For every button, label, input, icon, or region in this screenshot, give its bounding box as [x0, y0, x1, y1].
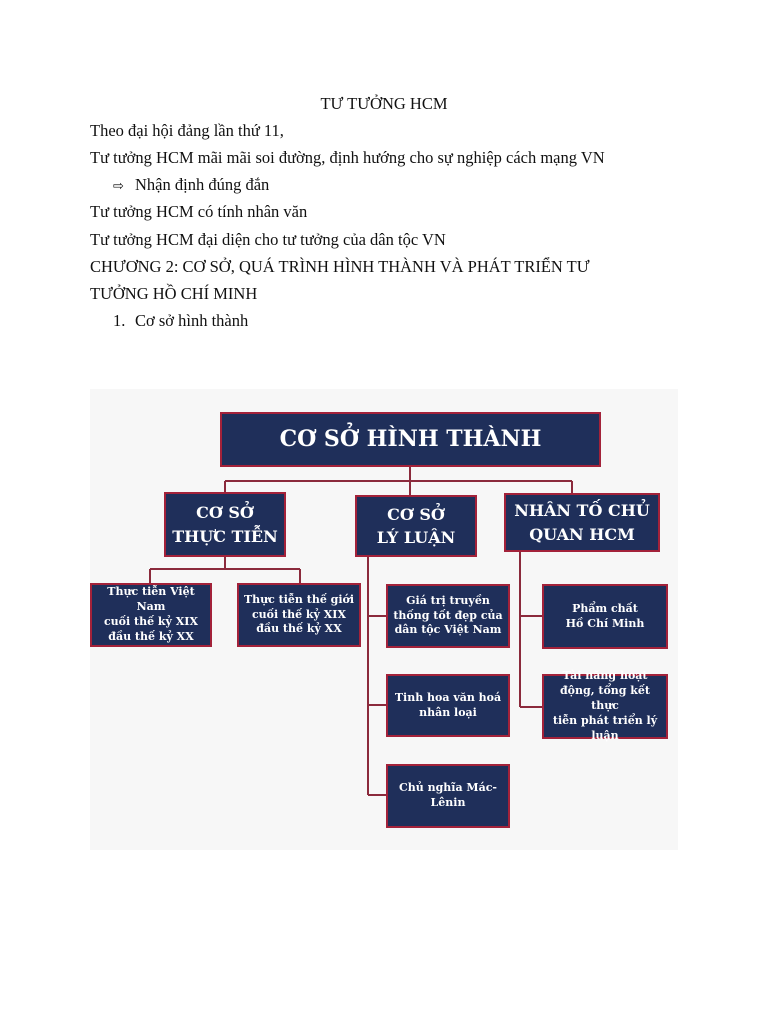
paragraph-line: Tư tưởng HCM có tính nhân văn [90, 202, 308, 221]
branch-practical-basis: CƠ SỞ THỰC TIỄN [164, 492, 286, 557]
leaf-marxism-leninism: Chủ nghĩa Mác- Lênin [386, 764, 510, 828]
arrow-right-outline-icon: ⇨ [113, 179, 124, 194]
document-title: TƯ TƯỞNG HCM [320, 94, 448, 113]
chapter-heading-line-1: CHƯƠNG 2: CƠ SỞ, QUÁ TRÌNH HÌNH THÀNH VÀ PHÁT TRIỂN TƯ [90, 257, 590, 276]
leaf-hcm-qualities: Phẩm chất Hồ Chí Minh [542, 584, 668, 649]
root-node: CƠ SỞ HÌNH THÀNH [220, 412, 601, 467]
leaf-human-culture: Tinh hoa văn hoá nhân loại [386, 674, 510, 737]
paragraph-line: Tư tưởng HCM đại diện cho tư tưởng của dân tộc VN [90, 230, 446, 249]
leaf-traditional-values: Giá trị truyền thống tốt đẹp của dân tộc Việt Nam [386, 584, 510, 648]
list-number: 1. [113, 311, 126, 330]
branch-subjective-factor: NHÂN TỐ CHỦ QUAN HCM [504, 493, 660, 552]
arrow-bullet-text: Nhận định đúng đắn [135, 175, 270, 194]
list-item-text: Cơ sở hình thành [135, 311, 249, 330]
leaf-vietnam-practice: Thực tiễn Việt Nam cuối thế kỷ XIX đầu thế kỷ XX [90, 583, 212, 647]
chapter-heading-line-2: TƯỞNG HỒ CHÍ MINH [90, 284, 258, 303]
arrow-bullet-line [113, 175, 269, 197]
org-chart-diagram [90, 389, 678, 850]
paragraph-line: Tư tưởng HCM mãi mãi soi đường, định hướng cho sự nghiệp cách mạng VN [90, 148, 605, 167]
paragraph-line: Theo đại hội đảng lần thứ 11, [90, 121, 284, 140]
leaf-world-practice: Thực tiễn thế giới cuối thế kỷ XIX đầu thế kỷ XX [237, 583, 361, 647]
branch-theoretical-basis: CƠ SỞ LÝ LUẬN [355, 495, 477, 557]
leaf-talent-activities: Tài năng hoạt động, tổng kết thực tiễn phát triển lý luận [542, 674, 668, 739]
numbered-list-item [113, 311, 248, 331]
